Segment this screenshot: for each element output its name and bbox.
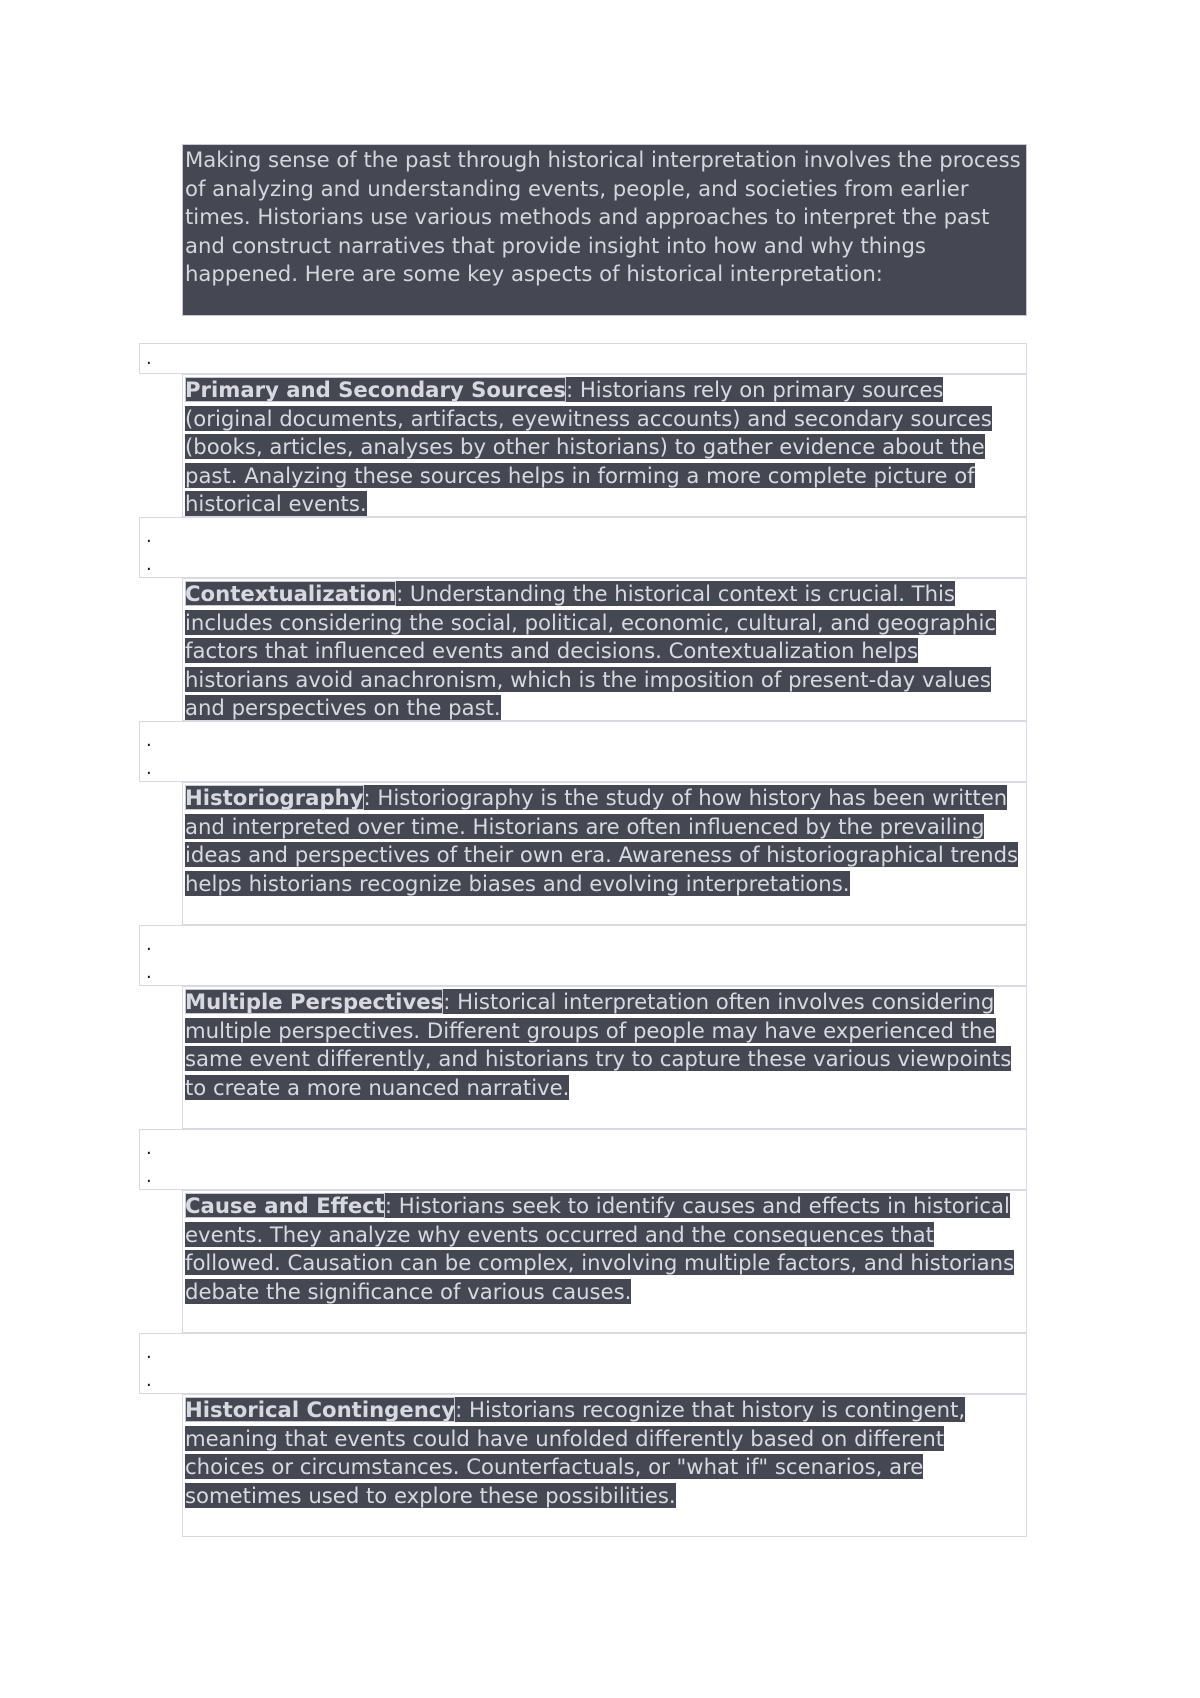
- list-item-text: [185, 784, 1026, 898]
- bullet-marker: .: [146, 934, 152, 955]
- list-item: [182, 1190, 1027, 1333]
- bullet-marker: .: [146, 348, 152, 369]
- bullet-marker: .: [146, 554, 152, 575]
- bullet-marker: .: [146, 730, 152, 751]
- bullet-marker: .: [146, 1166, 152, 1187]
- list-item: [182, 986, 1027, 1129]
- bullet-marker: .: [146, 1138, 152, 1159]
- list-item-description: : Historians seek to identify causes and effects in historical events. They analyze why events occurred and the consequences that followed. Causation can be complex, involving multiple factors, and historians debate the significance of various causes.: [185, 1193, 1015, 1304]
- list-item-description: : Historians recognize that history is contingent, meaning that events could have unfolded differently based on different choices or circumstances. Counterfactuals, or "what if" scenarios, are sometimes used to explore these possibilities.: [185, 1397, 966, 1508]
- list-item-description: : Historical interpretation often involves considering multiple perspectives. Different groups of people may have experienced the same event differently, and historians try to capture these various viewpoints to create a more nuanced narrative.: [185, 989, 1012, 1100]
- list-item-term: Contextualization: [185, 581, 397, 606]
- list-item-text: [185, 988, 1026, 1102]
- bullet-marker: .: [146, 1342, 152, 1363]
- list-item-text: [185, 1396, 1026, 1510]
- list-item-term: Historiography: [185, 785, 364, 810]
- bullet-marker: .: [146, 526, 152, 547]
- list-item: [182, 1394, 1027, 1537]
- list-item-text: [185, 376, 1026, 519]
- list-item-term: Cause and Effect: [185, 1193, 385, 1218]
- list-bullet-row: [139, 925, 1027, 986]
- intro-paragraph: Making sense of the past through historical interpretation involves the process of analyzing and understanding events, people, and societies from earlier times. Historians use various methods and approaches to interpret the past and construct narratives that provide insight into how and why things happened. Here are some key aspects of historical interpretation:: [185, 147, 1021, 287]
- list-item-term: Primary and Secondary Sources: [185, 377, 566, 402]
- list-bullet-row: [139, 1333, 1027, 1394]
- list-item-term: Historical Contingency: [185, 1397, 456, 1422]
- list-bullet-row: [139, 343, 1027, 374]
- list-item-text: [185, 580, 1026, 723]
- list-bullet-row: [139, 1129, 1027, 1190]
- list-item-description: : Historians rely on primary sources (original documents, artifacts, eyewitness accounts) and secondary sources (books, articles, analyses by other historians) to gather evidence about the past. Analyzing these sources helps in forming a more complete picture of historical events.: [185, 377, 992, 517]
- bullet-marker: .: [146, 1370, 152, 1391]
- list-bullet-row: [139, 517, 1027, 578]
- list-bullet-row: [139, 721, 1027, 782]
- list-item: [182, 782, 1027, 925]
- bullet-marker: .: [146, 758, 152, 779]
- list-item: [182, 374, 1027, 517]
- list-item-term: Multiple Perspectives: [185, 989, 444, 1014]
- list-item: [182, 578, 1027, 721]
- list-item-text: [185, 1192, 1026, 1306]
- intro-paragraph-block: [182, 144, 1027, 316]
- bullet-marker: .: [146, 962, 152, 983]
- list-item-description: : Historiography is the study of how history has been written and interpreted over time. Historians are often influenced by the prevailing ideas and perspectives of their own era. Awareness of historiographical trends helps historians recognize biases and evolving interpretations.: [185, 785, 1019, 896]
- list-item-description: : Understanding the historical context is crucial. This includes considering the social, political, economic, cultural, and geographic factors that influenced events and decisions. Contextualization helps historians avoid anachronism, which is the imposition of present-day values and perspectives on the past.: [185, 581, 996, 721]
